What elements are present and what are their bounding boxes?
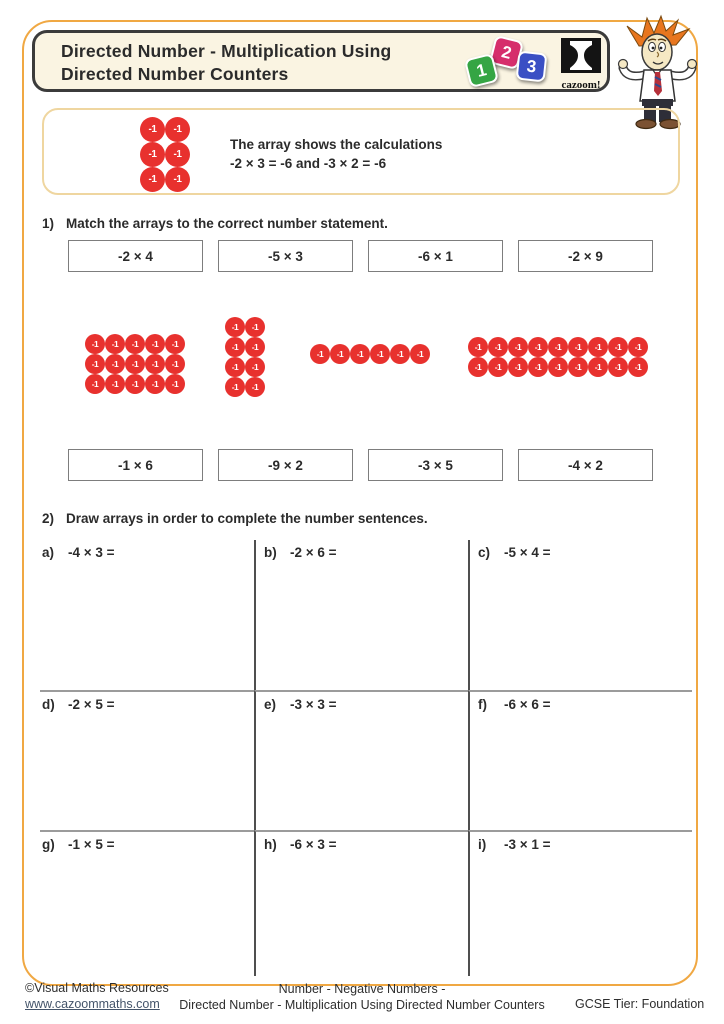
example-text <box>230 135 442 173</box>
statement-top-2: -5 × 3 <box>218 240 353 272</box>
negative-one-counter: -1 <box>310 344 330 364</box>
negative-one-counter: -1 <box>105 374 125 394</box>
negative-one-counter: -1 <box>165 167 190 192</box>
answer-cell-e <box>254 690 468 830</box>
negative-one-counter: -1 <box>145 354 165 374</box>
negative-one-counter: -1 <box>165 354 185 374</box>
answer-cell-f <box>468 690 692 830</box>
negative-one-counter: -1 <box>85 354 105 374</box>
number-sentence: -3 × 1 = <box>504 837 551 852</box>
answer-cell-h <box>254 830 468 976</box>
item-label: d) <box>42 697 55 712</box>
question-1-prompt: Match the arrays to the correct number statement. <box>66 216 388 231</box>
cazoom-hourglass-icon <box>560 38 602 76</box>
footer-topic <box>147 981 577 1013</box>
negative-one-counter: -1 <box>588 357 608 377</box>
negative-one-counter: -1 <box>628 337 648 357</box>
negative-one-counter: -1 <box>145 374 165 394</box>
negative-one-counter: -1 <box>628 357 648 377</box>
negative-one-counter: -1 <box>125 374 145 394</box>
negative-one-counter: -1 <box>568 337 588 357</box>
negative-one-counter: -1 <box>488 337 508 357</box>
example-counter-array <box>140 117 190 192</box>
negative-one-counter: -1 <box>140 142 165 167</box>
number-sentence: -1 × 5 = <box>68 837 115 852</box>
negative-one-counter: -1 <box>225 357 245 377</box>
negative-one-counter: -1 <box>165 117 190 142</box>
negative-one-counter: -1 <box>548 337 568 357</box>
statement-row-bottom <box>68 449 653 481</box>
negative-one-counter: -1 <box>225 377 245 397</box>
negative-one-counter: -1 <box>85 334 105 354</box>
logo-tile-2: 2 <box>489 35 524 70</box>
negative-one-counter: -1 <box>165 142 190 167</box>
negative-one-counter: -1 <box>165 374 185 394</box>
statement-top-4: -2 × 9 <box>518 240 653 272</box>
statement-bottom-3: -3 × 5 <box>368 449 503 481</box>
answer-cell-c <box>468 540 692 690</box>
item-label: g) <box>42 837 55 852</box>
negative-one-counter: -1 <box>350 344 370 364</box>
answer-cell-g <box>40 830 254 976</box>
cazoom-wordmark: cazoom! <box>561 79 601 91</box>
negative-one-counter: -1 <box>528 357 548 377</box>
negative-one-counter: -1 <box>370 344 390 364</box>
negative-one-counter: -1 <box>245 377 265 397</box>
negative-one-counter: -1 <box>105 334 125 354</box>
negative-one-counter: -1 <box>330 344 350 364</box>
negative-one-counter: -1 <box>140 167 165 192</box>
answer-cell-d <box>40 690 254 830</box>
footer-topic-line-2: Directed Number - Multiplication Using Directed Number Counters <box>179 998 545 1012</box>
item-label: b) <box>264 545 277 560</box>
question-1-heading <box>42 216 388 231</box>
negative-one-counter: -1 <box>410 344 430 364</box>
statement-top-3: -6 × 1 <box>368 240 503 272</box>
item-label: a) <box>42 545 55 560</box>
counter-array-4 <box>468 337 648 377</box>
question-2-heading <box>42 511 428 526</box>
item-label: e) <box>264 697 277 712</box>
cazoom-logo <box>556 38 606 91</box>
example-box <box>42 108 680 195</box>
question-2-number: 2) <box>42 511 55 526</box>
item-label: c) <box>478 545 491 560</box>
negative-one-counter: -1 <box>225 337 245 357</box>
counter-array-1 <box>85 334 185 394</box>
negative-one-counter: -1 <box>245 357 265 377</box>
negative-one-counter: -1 <box>225 317 245 337</box>
answer-cell-b <box>254 540 468 690</box>
negative-one-counter: -1 <box>488 357 508 377</box>
item-label: h) <box>264 837 277 852</box>
example-line-2: -2 × 3 = -6 and -3 × 2 = -6 <box>230 156 387 171</box>
title-line-2: Directed Number Counters <box>61 64 289 84</box>
negative-one-counter: -1 <box>528 337 548 357</box>
negative-one-counter: -1 <box>508 357 528 377</box>
footer-copyright: ©Visual Maths Resources <box>25 981 169 995</box>
counter-array-3 <box>310 344 430 364</box>
negative-one-counter: -1 <box>105 354 125 374</box>
negative-one-counter: -1 <box>165 334 185 354</box>
negative-one-counter: -1 <box>140 117 165 142</box>
statement-bottom-2: -9 × 2 <box>218 449 353 481</box>
negative-one-counter: -1 <box>588 337 608 357</box>
logo-tile-1: 1 <box>464 53 499 88</box>
negative-one-counter: -1 <box>548 357 568 377</box>
number-sentence: -2 × 5 = <box>68 697 115 712</box>
item-label: f) <box>478 697 487 712</box>
answer-cell-i <box>468 830 692 976</box>
negative-one-counter: -1 <box>245 317 265 337</box>
statement-top-1: -2 × 4 <box>68 240 203 272</box>
worksheet-title <box>61 40 391 86</box>
answer-grid <box>40 540 692 976</box>
answer-cell-a <box>40 540 254 690</box>
negative-one-counter: -1 <box>468 337 488 357</box>
negative-one-counter: -1 <box>608 357 628 377</box>
negative-one-counter: -1 <box>125 354 145 374</box>
question-1-number: 1) <box>42 216 55 231</box>
footer-website-link[interactable]: www.cazoommaths.com <box>25 997 160 1011</box>
negative-one-counter: -1 <box>85 374 105 394</box>
negative-one-counter: -1 <box>390 344 410 364</box>
statement-bottom-1: -1 × 6 <box>68 449 203 481</box>
negative-one-counter: -1 <box>568 357 588 377</box>
header <box>32 30 610 92</box>
number-sentence: -6 × 6 = <box>504 697 551 712</box>
item-label: i) <box>478 837 487 852</box>
footer-tier: GCSE Tier: Foundation <box>575 997 705 1011</box>
number-sentence: -5 × 4 = <box>504 545 551 560</box>
number-sentence: -2 × 6 = <box>290 545 337 560</box>
number-sentence: -6 × 3 = <box>290 837 337 852</box>
question-2-prompt: Draw arrays in order to complete the number sentences. <box>66 511 428 526</box>
negative-one-counter: -1 <box>608 337 628 357</box>
footer-topic-line-1: Number - Negative Numbers - <box>278 982 446 996</box>
statement-row-top <box>68 240 653 272</box>
negative-one-counter: -1 <box>508 337 528 357</box>
negative-one-counter: -1 <box>245 337 265 357</box>
number-sentence: -4 × 3 = <box>68 545 115 560</box>
counter-array-2 <box>225 317 265 397</box>
negative-one-counter: -1 <box>125 334 145 354</box>
negative-one-counter: -1 <box>145 334 165 354</box>
example-line-1: The array shows the calculations <box>230 137 443 152</box>
logo-tile-3: 3 <box>516 51 548 83</box>
title-line-1: Directed Number - Multiplication Using <box>61 41 392 61</box>
statement-bottom-4: -4 × 2 <box>518 449 653 481</box>
number-sentence: -3 × 3 = <box>290 697 337 712</box>
negative-one-counter: -1 <box>468 357 488 377</box>
